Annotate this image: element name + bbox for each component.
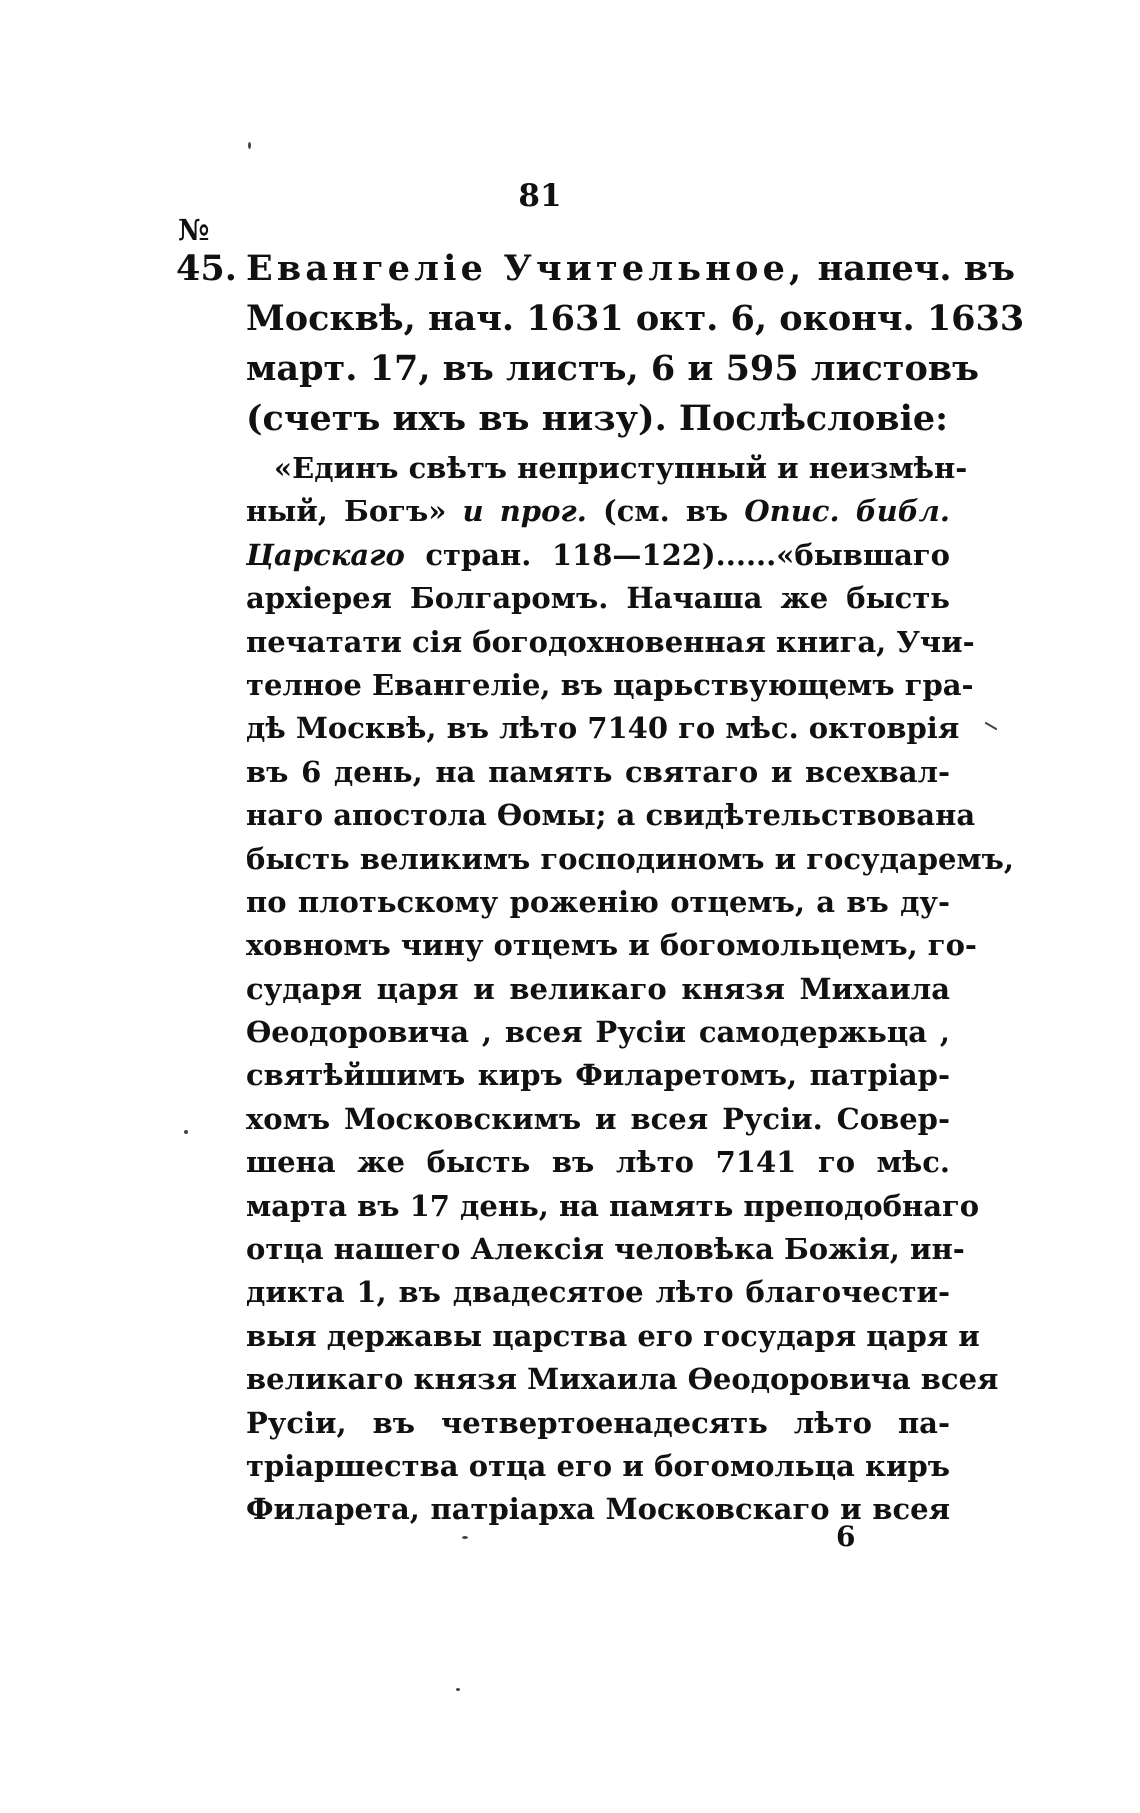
body-text: сударя царя и великаго князя Михаила [246,971,950,1006]
heading-line [246,394,950,444]
body-line [246,968,950,1011]
body-italic-text: Опис. библ. [744,494,951,529]
body-text: ховномъ чину отцемъ и богомольцемъ, го- [246,928,977,963]
entry-number: 45. [176,248,237,289]
body-line [246,490,950,533]
page-number: 81 [518,178,562,214]
body-line [246,1445,950,1488]
heading-line [246,344,979,394]
body-text: дикта 1, въ двадесятое лѣто благочести- [246,1275,950,1310]
body-text: шена же бысть въ лѣто 7141 го мѣс. [246,1145,950,1180]
body-line [246,1011,950,1054]
body-text: дѣ Москвѣ, въ лѣто 7140 го мѣс. октоврія [246,711,960,746]
entry-heading [246,244,1025,444]
body-line [246,1098,950,1141]
body-text: Ѳеодоровича , всея Русіи самодержьца , [246,1015,950,1050]
body-line [246,881,950,924]
body-text: Филарета, патріарха Московскаго и всея [246,1492,950,1527]
scan-speck [462,1536,468,1539]
heading-text: Москвѣ, нач. 1631 окт. 6, оконч. 1633 [246,298,1025,339]
body-text: святѣйшимъ киръ Филаретомъ, патріар- [246,1058,950,1093]
body-line [246,1358,999,1401]
body-text: бысть великимъ господиномъ и государемъ, [246,841,1014,876]
body-line [246,707,960,750]
body-line [246,1228,965,1271]
body-line [246,751,950,794]
scan-speck [184,1130,188,1134]
heading-text: (счетъ ихъ въ низу). Послѣсловіе: [246,398,949,439]
signature-mark: 6 [836,1520,856,1553]
scan-speck [984,722,997,731]
body-text: (см. въ [586,494,745,529]
body-line [246,577,950,620]
body-text: печатати сія богодохновенная книга, Учи- [246,624,975,659]
body-text: марта въ 17 день, на память преподобнаго [246,1188,980,1223]
body-text: въ 6 день, на память святаго и всехвал- [246,754,950,789]
body-text: стран. 118—122)......«бывшаго [404,537,950,572]
body-line [246,1315,980,1358]
heading-text: напеч. въ [805,248,1015,289]
body-line [246,794,976,837]
number-sign: № [178,213,210,247]
heading-line [246,294,1025,344]
body-line [246,1185,980,1228]
body-line [246,838,1014,881]
body-line [246,1141,950,1184]
body-text: архіерея Болгаромъ. Начаша же бысть [246,581,950,616]
body-text: ный, Богъ» [246,494,463,529]
body-text: Русіи, въ четвертоенадесять лѣто па- [246,1405,950,1440]
body-text: великаго князя Михаила Ѳеодоровича всея [246,1362,999,1397]
body-line [246,1271,950,1314]
body-line [246,447,968,490]
heading-line [246,244,1015,294]
body-text: хомъ Московскимъ и всея Русіи. Совер- [246,1101,950,1136]
body-text: «Единъ свѣтъ неприступный и неизмѣн- [274,451,968,485]
body-text: отца нашего Алексія человѣка Божія, ин- [246,1232,965,1267]
body-line [246,534,950,577]
heading-title: Евангеліе Учительное, [246,248,806,289]
body-italic-text: и прог. [462,494,587,529]
body-text: выя державы царства его государя царя и [246,1318,980,1353]
body-line [246,664,974,707]
scan-speck [456,1688,460,1691]
body-text: наго апостола Ѳомы; а свидѣтельствована [246,798,976,833]
body-italic-text: Царскаго [246,537,405,572]
body-line [246,1054,950,1097]
body-text: тріаршества отца его и богомольца киръ [246,1448,950,1483]
body-text: телное Евангеліе, въ царьствующемъ гра- [246,667,974,702]
body-line [246,1402,950,1445]
scan-speck [248,142,251,149]
body-text: по плотьскому роженію отцемъ, а въ ду- [246,884,950,919]
body-line [246,924,977,967]
body-line [246,621,975,664]
heading-text: март. 17, въ листъ, 6 и 595 листовъ [246,348,979,389]
entry-body [246,447,1014,1532]
